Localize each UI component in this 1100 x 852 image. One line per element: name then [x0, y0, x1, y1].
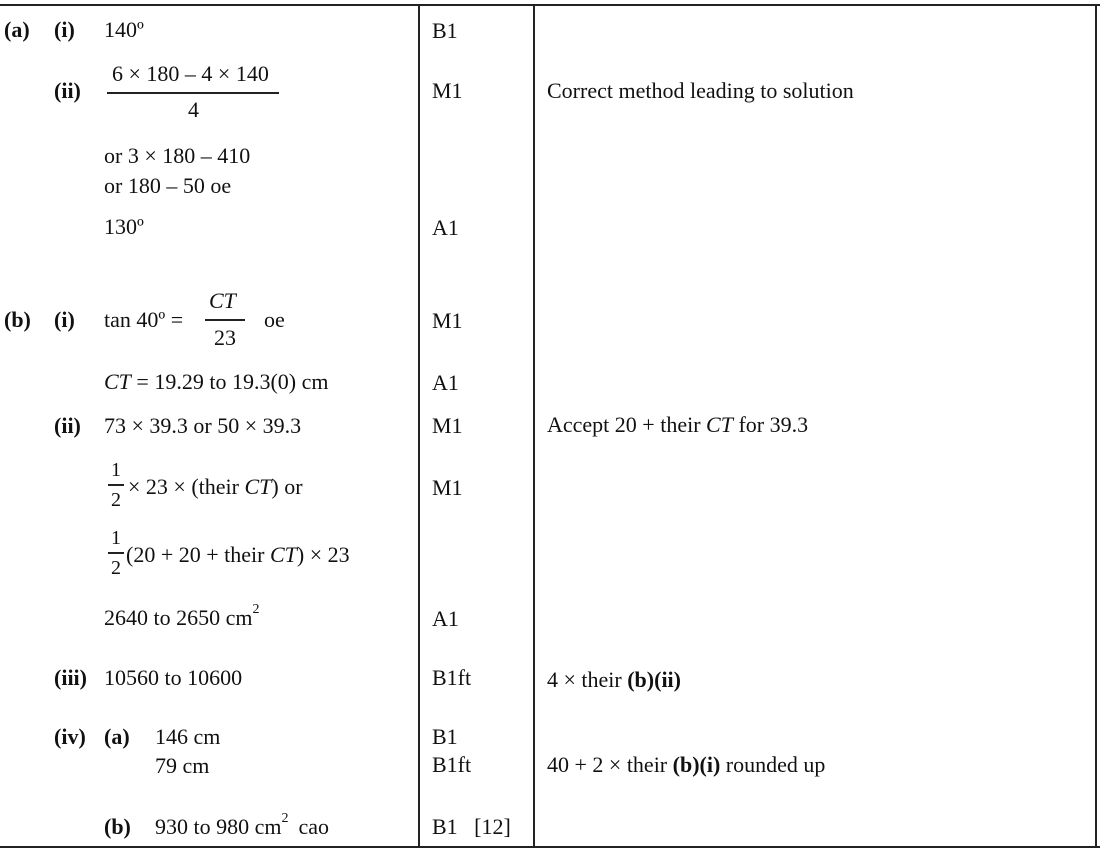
ct-result: [104, 371, 328, 393]
mark-b-iv-b-total: B1 [12]: [432, 814, 511, 839]
mark-b-ii-m2: M1: [432, 475, 463, 500]
half-denominator-2: 2: [111, 557, 121, 579]
mark-b-iii: B1ft: [432, 665, 472, 690]
guidance-b-ii-text: Accept 20 + their: [547, 412, 707, 437]
half-denominator-1: 2: [111, 489, 121, 511]
label-b-iii: (iii): [54, 665, 87, 690]
column-divider-marks: [418, 4, 420, 848]
mark-b-iv-a2: B1ft: [432, 752, 472, 777]
label-a-ii: (ii): [54, 78, 81, 103]
answer-a-ii: 130º: [104, 214, 144, 239]
guidance-b-iv: [547, 754, 825, 776]
answer-b-iv-a-2: 79 cm: [155, 753, 210, 778]
answer-a-i: 140º: [104, 17, 144, 42]
mark-b-ii-m1: M1: [432, 413, 463, 438]
trapezium-area-expr: [126, 544, 350, 566]
half-bar-2: [108, 552, 124, 554]
ct-symbol: CT: [104, 369, 131, 394]
answer-b-iii: 10560 to 10600: [104, 665, 243, 690]
guidance-b-iii-ref: (b)(ii): [627, 667, 681, 692]
triangle-area-expr: [128, 476, 303, 498]
table-bottom-border: [0, 846, 1100, 848]
guidance-b-ii-end: for 39.3: [732, 412, 809, 437]
trapezium-area-ct: CT: [269, 542, 297, 567]
half-bar-1: [108, 484, 124, 486]
area-method-1: 73 × 39.3 or 50 × 39.3: [104, 413, 302, 438]
tan-expression: tan 40º =: [104, 307, 184, 332]
label-b-i: (i): [54, 307, 75, 332]
label-a: (a): [4, 17, 30, 42]
label-b: (b): [4, 307, 31, 332]
tan-fraction-bar: [205, 319, 245, 321]
alt-method-1: or 3 × 180 – 410: [104, 143, 251, 168]
guidance-a-ii: Correct method leading to solution: [547, 78, 854, 103]
answer-b-ii-sup: 2: [252, 602, 260, 617]
tan-numerator: CT: [209, 288, 236, 313]
answer-b-iv-b-text: 930 to 980 cm: [155, 814, 282, 839]
mark-b-iv-a1: B1: [432, 724, 458, 749]
mark-b-i-a: A1: [432, 370, 459, 395]
mark-a-ii-a: A1: [432, 215, 459, 240]
fraction-numerator: 6 × 180 – 4 × 140: [112, 61, 269, 86]
guidance-b-iv-end: rounded up: [720, 752, 826, 777]
answer-b-iv-b-cao: cao: [298, 814, 330, 839]
answer-b-iv-b-sup: 2: [281, 811, 289, 826]
mark-a-i: B1: [432, 18, 458, 43]
guidance-b-ii-ct: CT: [706, 412, 733, 437]
label-a-i: (i): [54, 17, 75, 42]
label-b-iv-b: (b): [104, 814, 131, 839]
column-divider-guidance: [533, 4, 535, 848]
answer-b-ii-text: 2640 to 2650 cm: [104, 605, 253, 630]
mark-a-ii-m: M1: [432, 78, 463, 103]
triangle-area-ct: CT: [244, 474, 272, 499]
triangle-area-b: ) or: [271, 474, 303, 499]
answer-b-iv-a-1: 146 cm: [155, 724, 221, 749]
half-numerator-2: 1: [111, 527, 121, 549]
guidance-b-ii: [547, 414, 808, 436]
table-right-border: [1095, 4, 1097, 848]
answer-b-iv-b: [155, 811, 330, 839]
mark-b-ii-a: A1: [432, 606, 459, 631]
guidance-b-iv-ref: (b)(i): [672, 752, 721, 777]
ct-result-text: = 19.29 to 19.3(0) cm: [130, 369, 329, 394]
fraction-denominator: 4: [188, 97, 199, 122]
table-top-border: [0, 4, 1100, 6]
mark-b-i-m: M1: [432, 308, 463, 333]
label-b-iv: (iv): [54, 724, 86, 749]
guidance-b-iii: [547, 669, 681, 691]
alt-method-2: or 180 – 50 oe: [104, 173, 232, 198]
tan-denominator: 23: [214, 325, 236, 350]
guidance-b-iii-text: 4 × their: [547, 667, 628, 692]
label-b-iv-a: (a): [104, 724, 130, 749]
tan-oe: oe: [264, 307, 285, 332]
fraction-bar: [107, 92, 279, 94]
label-b-ii: (ii): [54, 413, 81, 438]
trapezium-area-a: (20 + 20 + their: [126, 542, 270, 567]
guidance-b-iv-text: 40 + 2 × their: [547, 752, 673, 777]
half-numerator-1: 1: [111, 459, 121, 481]
trapezium-area-b: ) × 23: [296, 542, 350, 567]
answer-b-ii: [104, 602, 260, 630]
triangle-area-a: × 23 × (their: [128, 474, 245, 499]
